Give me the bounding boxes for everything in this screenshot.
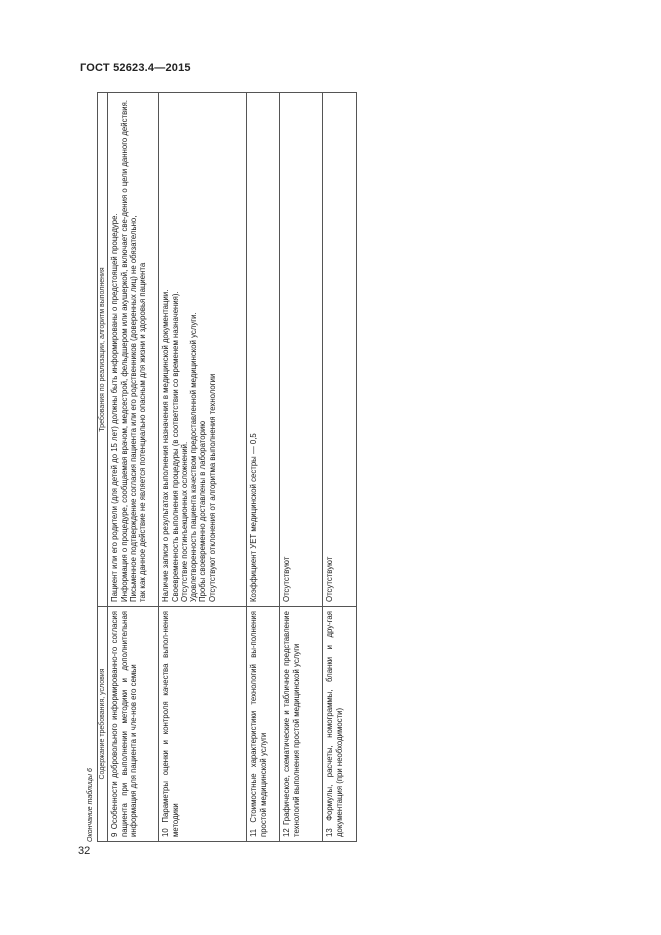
- standard-header: ГОСТ 52623.4—2015: [80, 62, 191, 74]
- requirement-line: Информация о процедуре, сообщаемая врачом, медсестрой, фельдшером или акушеркой, включает све-дения о цели данного действия.: [119, 100, 129, 602]
- condition-cell: 12 Графическое, схематические и табличное представление технологий выполнения простой медицинской услуги: [280, 607, 323, 842]
- condition-cell: 10 Параметры оценки и контроля качества выпол-нения методики: [159, 607, 247, 842]
- rotated-table-container: [87, 92, 354, 842]
- requirement-line: Пациент или его родители (для детей до 15 лет) должны быть информированы о предстоящей процедуре.: [110, 213, 120, 602]
- requirement-line: Отсутствуют: [282, 556, 292, 602]
- table-header-row: [98, 93, 108, 842]
- requirement-line: Удовлетворенность пациента качеством предоставленной медицинской услуги.: [189, 312, 199, 602]
- requirement-line: Коэффициент УЕТ медицинской сестры — 0,5: [249, 433, 259, 602]
- condition-cell: 13 Формулы, расчеты, номограммы, бланки и дру-гая документация (при необходимости): [323, 607, 357, 842]
- table-row: [108, 93, 159, 842]
- condition-cell: 11 Стоимостные характеристики технологий вы-полнения простой медицинской услуги: [247, 607, 280, 842]
- requirement-line: Отсутствие постинъекционных осложнений.: [179, 441, 189, 602]
- requirements-cell: [159, 93, 247, 607]
- requirement-line: Отсутствуют: [325, 556, 335, 602]
- requirement-line: Наличие записи о результатах выполнения назначения в медицинской документации.: [161, 289, 171, 602]
- table-caption: Окончание таблицы 6: [87, 768, 94, 842]
- table-row: [323, 93, 357, 842]
- requirement-line: Пробы своевременно доставлены в лабораторию: [198, 420, 208, 602]
- requirement-line: Письменное подтверждение согласия пациента или его родственников (доверенных лиц) не обязательно,: [128, 215, 138, 602]
- requirement-line: Отсутствуют отклонения от алгоритма выполнения технологии: [207, 373, 217, 602]
- requirements-table: [97, 92, 357, 842]
- header-requirements: Требования по реализации, алгоритм выполнения: [98, 93, 108, 607]
- header-condition: Содержание требования, условия: [98, 607, 108, 842]
- requirements-cell: [323, 93, 357, 607]
- condition-cell: 9 Особенности добровольного информированно-го согласия пациента при выполнении методики и дополнительная информация для пациента и чле-нов его семьи: [108, 607, 159, 842]
- page-number: 32: [78, 845, 91, 857]
- requirements-cell: [247, 93, 280, 607]
- requirements-cell: [108, 93, 159, 607]
- table-row: [280, 93, 323, 842]
- requirement-line: так как данное действие не является потенциально опасным для жизни и здоровья пациента: [138, 262, 148, 602]
- requirement-line: Своевременность выполнения процедуры (в соответствии со временем назначения).: [170, 291, 180, 602]
- table-row: [247, 93, 280, 842]
- table-row: [159, 93, 247, 842]
- requirements-cell: [280, 93, 323, 607]
